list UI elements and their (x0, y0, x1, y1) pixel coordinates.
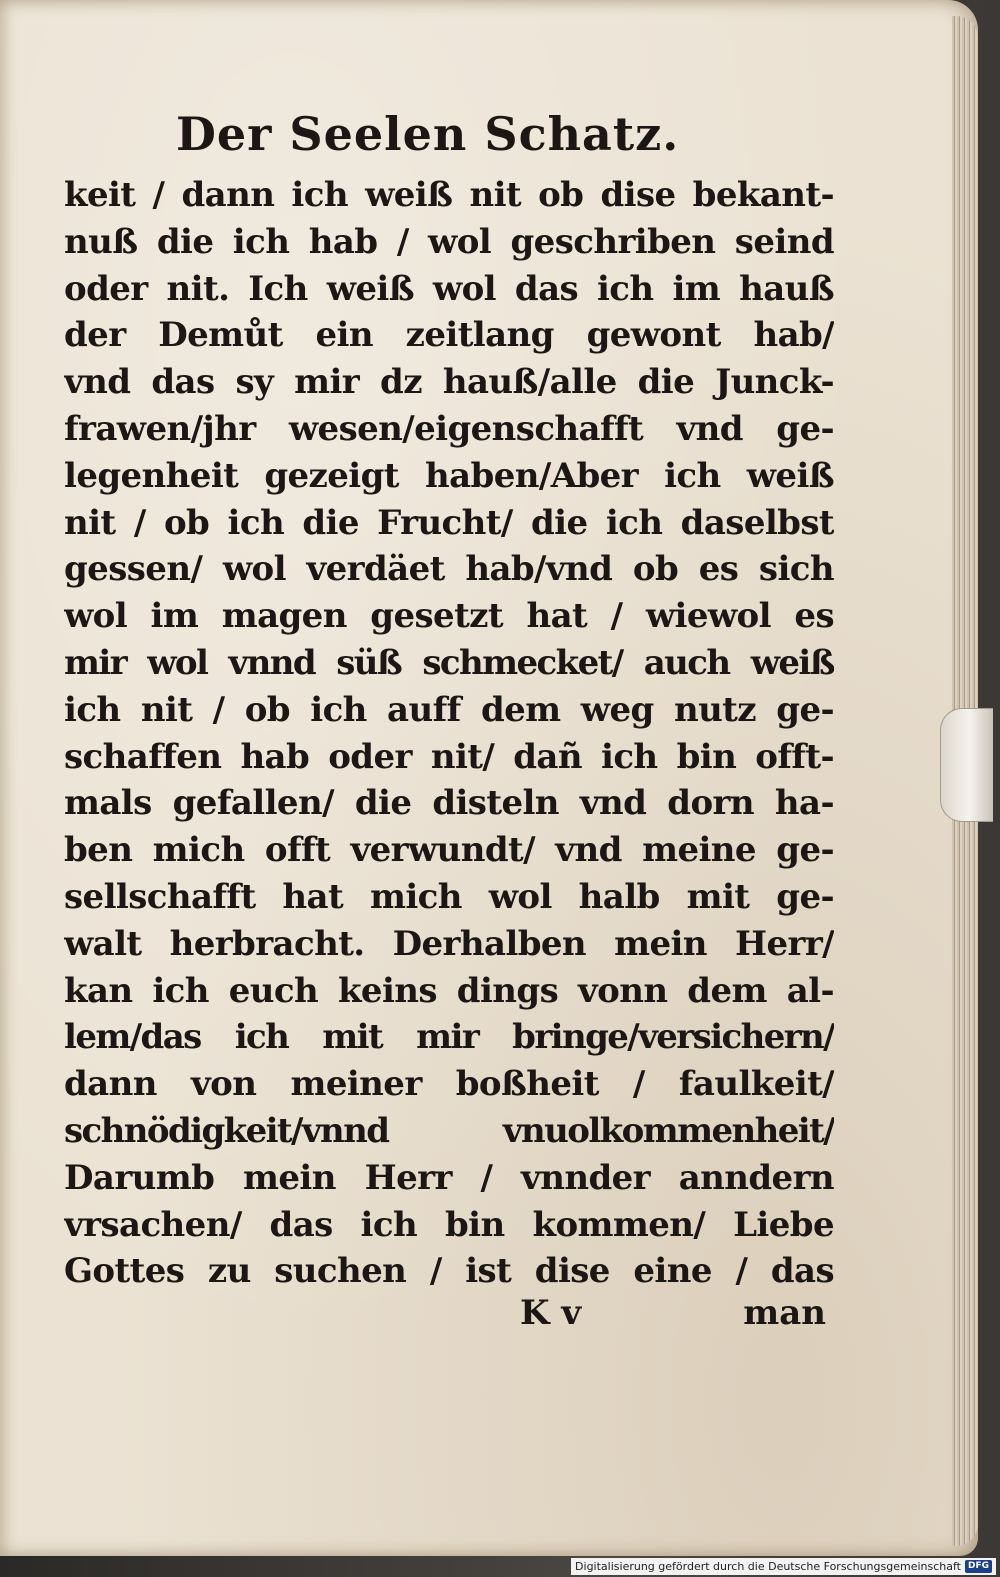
catchword: man (743, 1293, 826, 1334)
text-line: schnödigkeit/vnnd vnuolkommenheit/ (64, 1110, 834, 1151)
text-line: sellschafft hat mich wol halb mit ge- (64, 876, 834, 917)
book-clasp (940, 708, 993, 822)
text-line: mir wol vnnd süß schmecket/ auch weiß (64, 642, 834, 683)
text-line: Gottes zu suchen / ist dise eine / das (64, 1251, 834, 1292)
text-line: ben mich offt verwundt/ vnd meine ge- (64, 830, 834, 871)
signature-mark: K v (520, 1293, 582, 1334)
signature-catchword-line (520, 1293, 826, 1333)
text-line: kan ich euch keins dings vonn dem al- (64, 970, 834, 1011)
text-line: walt herbracht. Derhalben mein Herr/ (64, 923, 834, 964)
page-text (64, 102, 834, 1333)
text-line: der Demůt ein zeitlang gewont hab/ (64, 315, 834, 356)
text-line: nuß die ich hab / wol geschriben seind (64, 221, 834, 262)
text-line: schaffen hab oder nit/ dañ ich bin offt- (64, 736, 834, 777)
credit-text: Digitalisierung gefördert durch die Deutsche Forschungsgemeinschaft (575, 1560, 961, 1573)
text-line: dann von meiner boßheit / faulkeit/ (64, 1064, 834, 1105)
text-line: nit / ob ich die Frucht/ die ich daselbst (64, 502, 834, 543)
text-line: wol im magen gesetzt hat / wiewol es (64, 596, 834, 637)
text-line: vrsachen/ das ich bin kommen/ Liebe (64, 1204, 834, 1245)
running-title: Der Seelen Schatz. (176, 107, 680, 161)
digitization-credit (571, 1558, 996, 1575)
text-line: lem/das ich mit mir bringe/versichern/ (64, 1017, 834, 1058)
text-line: mals gefallen/ die disteln vnd dorn ha- (64, 783, 834, 824)
text-line: frawen/jhr wesen/eigenschafft vnd ge- (64, 408, 834, 449)
text-line: vnd das sy mir dz hauß/alle die Junck- (64, 362, 834, 403)
text-line: gessen/ wol verdäet hab/vnd ob es sich (64, 549, 834, 590)
text-line: keit / dann ich weiß nit ob dise bekant- (64, 175, 834, 215)
text-line: Darumb mein Herr / vnnder anndern (64, 1157, 834, 1198)
text-line: oder nit. Ich weiß wol das ich im hauß (64, 268, 834, 309)
text-line: ich nit / ob ich auff dem weg nutz ge- (64, 689, 834, 730)
text-line: legenheit gezeigt haben/Aber ich weiß (64, 455, 834, 496)
dfg-logo: DFG (965, 1560, 992, 1573)
